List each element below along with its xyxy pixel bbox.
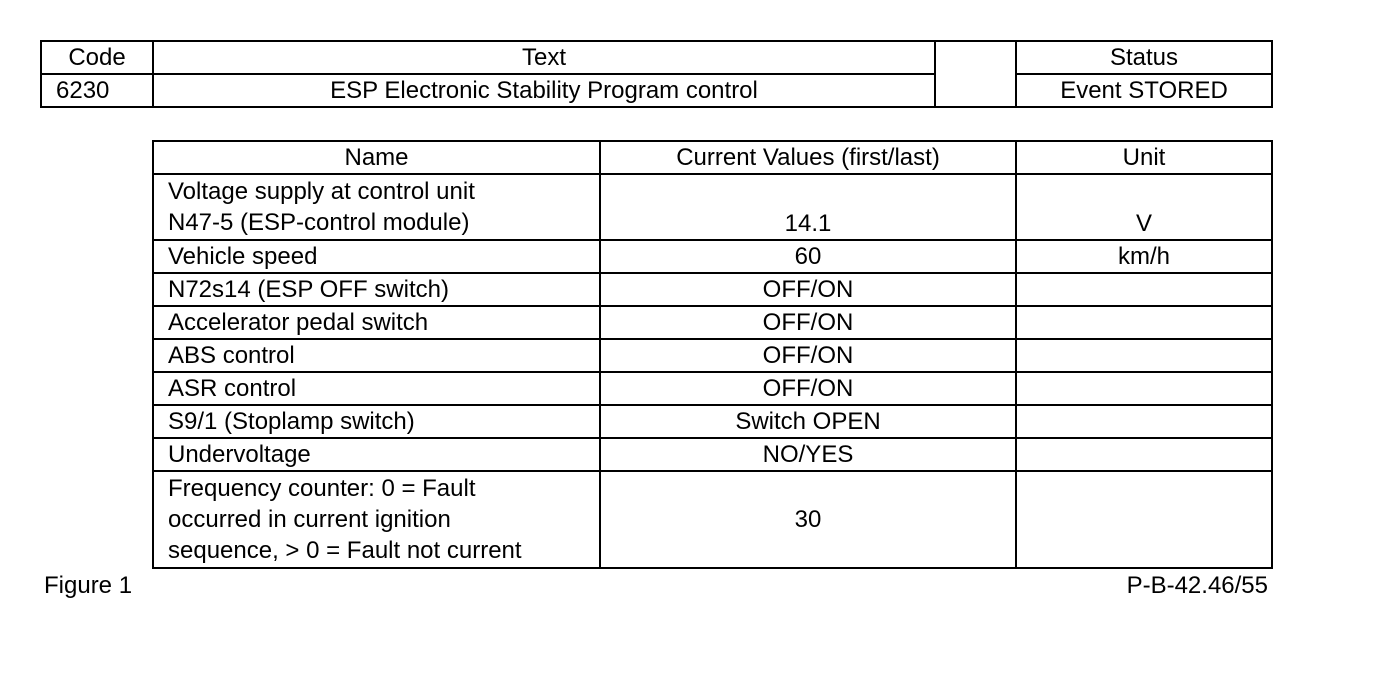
header-name: Name xyxy=(153,141,600,174)
fault-code-table xyxy=(40,40,1273,108)
row-name: S9/1 (Stoplamp switch) xyxy=(153,405,600,438)
row-name: N72s14 (ESP OFF switch) xyxy=(153,273,600,306)
row-name: Vehicle speed xyxy=(153,240,600,273)
row-unit xyxy=(1016,372,1272,405)
table-row xyxy=(153,273,1272,306)
row-unit xyxy=(1016,405,1272,438)
fault-status: Event STORED xyxy=(1016,74,1272,107)
table-row xyxy=(153,306,1272,339)
fault-code: 6230 xyxy=(41,74,153,107)
row-value: Switch OPEN xyxy=(600,405,1016,438)
row-name: ASR control xyxy=(153,372,600,405)
document-reference: P-B-42.46/55 xyxy=(1126,572,1268,599)
row-name xyxy=(153,471,600,568)
row-value: OFF/ON xyxy=(600,306,1016,339)
table-row xyxy=(153,174,1272,240)
table-row xyxy=(153,405,1272,438)
fault-text: ESP Electronic Stability Program control xyxy=(153,74,935,107)
row-name: Undervoltage xyxy=(153,438,600,471)
row-value: 60 xyxy=(600,240,1016,273)
row-unit xyxy=(1016,471,1272,568)
table-row xyxy=(153,372,1272,405)
row-value: 30 xyxy=(600,471,1016,568)
header-code: Code xyxy=(41,41,153,74)
row-name: ABS control xyxy=(153,339,600,372)
row-value: NO/YES xyxy=(600,438,1016,471)
table-row xyxy=(153,339,1272,372)
row-unit: V xyxy=(1016,174,1272,240)
current-values-table xyxy=(152,140,1273,569)
row-name-line: N47-5 (ESP-control module) xyxy=(168,209,470,236)
header-text: Text xyxy=(153,41,935,74)
header-unit: Unit xyxy=(1016,141,1272,174)
row-unit: km/h xyxy=(1016,240,1272,273)
row-value: 14.1 xyxy=(600,174,1016,240)
row-unit xyxy=(1016,273,1272,306)
figure-label: Figure 1 xyxy=(44,572,133,599)
code-table-header-row xyxy=(41,41,1272,74)
row-name-line: occurred in current ignition xyxy=(168,506,451,533)
header-current-values: Current Values (first/last) xyxy=(600,141,1016,174)
row-unit xyxy=(1016,306,1272,339)
row-unit xyxy=(1016,339,1272,372)
code-table-row xyxy=(41,74,1272,107)
row-name: Accelerator pedal switch xyxy=(153,306,600,339)
row-name-line: Frequency counter: 0 = Fault xyxy=(168,475,476,502)
table-row xyxy=(153,438,1272,471)
table-row xyxy=(153,240,1272,273)
row-value: OFF/ON xyxy=(600,339,1016,372)
row-unit xyxy=(1016,438,1272,471)
row-value: OFF/ON xyxy=(600,372,1016,405)
header-status: Status xyxy=(1016,41,1272,74)
header-blank xyxy=(935,41,1016,107)
values-table-header-row xyxy=(153,141,1272,174)
table-row xyxy=(153,471,1272,568)
row-name xyxy=(153,174,600,240)
row-value: OFF/ON xyxy=(600,273,1016,306)
row-name-line: sequence, > 0 = Fault not current xyxy=(168,537,522,564)
row-name-line: Voltage supply at control unit xyxy=(168,178,475,205)
